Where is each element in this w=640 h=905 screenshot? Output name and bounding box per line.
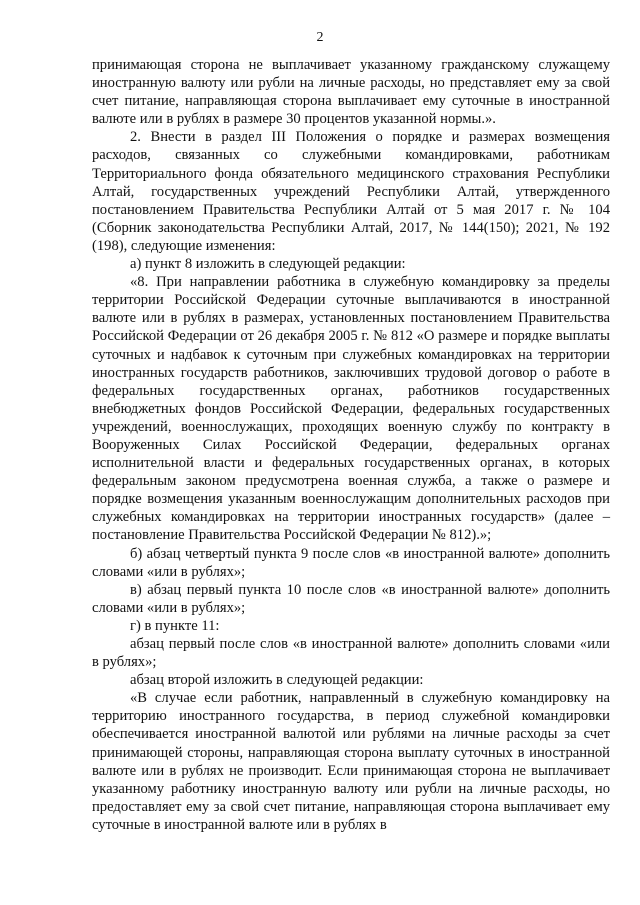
paragraph-continuation: принимающая сторона не выплачивает указанному гражданскому служащему иностранную валюту или рубли на личные расходы, но представляет ему за свой счет питание, направляющая сторона выплачивает ему суточные в иностранной валюте или в рублях в размере 30 процентов указанной нормы.». xyxy=(92,57,610,128)
paragraph-subitem-v: в) абзац первый пункта 10 после слов «в иностранной валюте» дополнить словами «или в рублях»; xyxy=(92,581,610,616)
paragraph-abzac-first: абзац первый после слов «в иностранной валюте» дополнить словами «или в рублях»; xyxy=(92,636,610,671)
page-number: 2 xyxy=(316,30,324,45)
paragraph-subitem-b: б) абзац четвертый пункта 9 после слов «в иностранной валюте» дополнить словами «или в рублях»; xyxy=(92,545,610,580)
paragraph-quoted-item-8: «8. При направлении работника в служебную командировку за пределы территории Российской Федерации суточные выплачиваются в иностранной валюте или в рублях в размерах, установленных постановлением Правительства Российской Федерации от 26 декабря 2005 г. № 812 «О размере и порядке выплаты суточных и надбавок к суточным при служебных командировках на территории иностранных государств работников, заключивших трудовой договор о работе в федеральных государственных органах, работников государственных внебюджетных фондов Российской Федерации, федеральных государственных учреждений, военнослужащих, проходящих военную службу по контракту в Вооруженных Силах Российской Федерации, федеральных органах исполнительной власти и федеральных государственных органах, в которых федеральным законом предусмотрена военная служба, а также о размере и порядке возмещения указанным военнослужащим дополнительных расходов при служебных командировках на территории иностранных государств» (далее – постановление Правительства Российской Федерации № 812).»; xyxy=(92,274,610,544)
paragraph-item-2: 2. Внести в раздел III Положения о порядке и размерах возмещения расходов, связанных со служебными командировками, работникам Территориального фонда обязательного медицинского страхования Республики Алтай, государственных учреждений Республики Алтай, утвержденного постановлением Правительства Республики Алтай от 5 мая 2017 г. № 104 (Сборник законодательства Республики Алтай, 2017, № 144(150); 2021, № 192 (198), следующие изменения: xyxy=(92,129,610,254)
paragraph-subitem-a: а) пункт 8 изложить в следующей редакции: xyxy=(130,256,406,273)
paragraph-subitem-g: г) в пункте 11: xyxy=(130,617,220,634)
document-body xyxy=(92,56,610,834)
paragraph-quoted-new-text: «В случае если работник, направленный в служебную командировку на территорию иностранного государства, в период служебной командировки обеспечивается иностранной валютой или рублями на личные расходы за счет принимающей стороны, направляющая сторона выплату суточных в иностранной валюте или в рублях не производит. Если принимающая сторона не выплачивает указанному работнику иностранную валюту или рубли на личные расходы, но предоставляет ему за свой счет питание, направляющая сторона выплачивает ему суточные в иностранной валюте или в рублях в xyxy=(92,690,610,833)
paragraph-abzac-second: абзац второй изложить в следующей редакции: xyxy=(130,672,424,689)
